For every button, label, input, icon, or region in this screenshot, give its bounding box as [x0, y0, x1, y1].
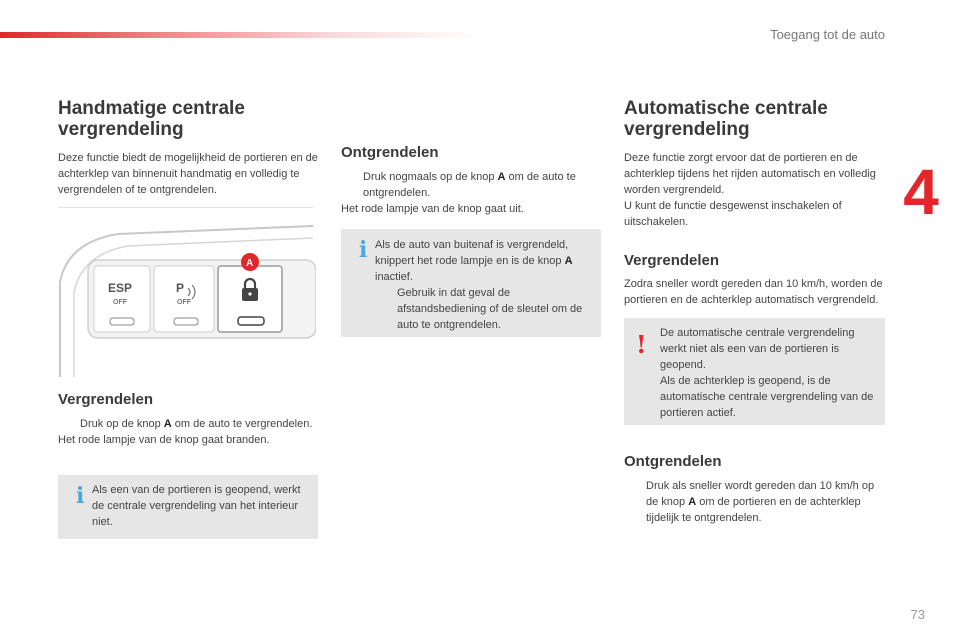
bullet-arrow-icon	[624, 478, 646, 526]
switch-panel-illustration	[58, 222, 316, 377]
left-divider	[58, 207, 313, 208]
auto-lock-warning-text: De automatische centrale vergrendeling werkt niet als een van de portieren is geopend. Als de achterklep is geopend, is de automatische centrale vergrendeling van de portieren actief.	[660, 327, 874, 419]
manual-unlock-section	[341, 144, 603, 217]
manual-unlock-heading: Ontgrendelen	[341, 144, 439, 161]
manual-lock-intro: Deze functie biedt de mogelijkheid de portieren en de achterklep van binnenuit handmatig en volledig te vergrendelen of te ontgrendelen.	[58, 152, 318, 196]
auto-lock-intro: Deze functie zorgt ervoor dat de portieren en de achterklep tijdens het rijden automatisch en volledig worden vergrendeld.	[624, 152, 876, 196]
auto-unlock-bullet: Druk als sneller wordt gereden dan 10 km/h op de knop A om de portieren en de achterklep tijdelijk te ontgrendelen.	[624, 478, 886, 526]
manual-unlock-bullet: Druk nogmaals op de knop A om de auto te ontgrendelen.	[341, 169, 603, 201]
auto-lock-text: Zodra sneller wordt gereden dan 10 km/h, worden de portieren en de achterklep automatisch vergrendeld.	[624, 278, 883, 306]
auto-lock-intro-2: U kunt de functie desgewenst inschakelen of uitschakelen.	[624, 200, 842, 228]
manual-unlock-info-box	[341, 229, 601, 337]
manual-lock-section	[58, 391, 318, 448]
bullet-arrow-icon	[341, 169, 363, 201]
auto-unlock-section	[624, 453, 886, 526]
manual-lock-bullet: Druk op de knop A om de auto te vergrendelen.	[58, 416, 318, 432]
right-column	[624, 98, 886, 308]
manual-lock-info-text: Als een van de portieren is geopend, werkt de centrale vergrendeling van het interieur niet.	[92, 484, 301, 528]
info-icon: i	[359, 237, 368, 263]
esp-off-label: OFF	[113, 299, 127, 306]
section-title: Toegang tot de auto	[770, 27, 885, 42]
bullet-arrow-icon	[375, 285, 397, 333]
manual-unlock-info-bullet: Gebruik in dat geval de afstandsbediening of de sleutel om de auto te ontgrendelen.	[375, 285, 595, 333]
manual-lock-info-box	[58, 475, 318, 539]
auto-lock-title: Automatische centrale vergrendeling	[624, 98, 828, 140]
bullet-arrow-icon	[58, 416, 80, 432]
esp-label: ESP	[108, 281, 133, 295]
park-off-label: OFF	[177, 299, 191, 306]
park-assist-label: P	[176, 281, 185, 295]
manual-unlock-note: Het rode lampje van de knop gaat uit.	[341, 203, 524, 215]
warning-icon: !	[636, 330, 647, 359]
auto-lock-warning-box	[624, 318, 885, 425]
page-number: 73	[910, 607, 925, 622]
header-accent-bar	[0, 32, 480, 38]
manual-unlock-info-text: Als de auto van buitenaf is vergrendeld, knippert het rode lampje en is de knop A inactief. Gebruik in dat geval de afstandsbediening of de sleutel om de auto te ontgrendelen.	[375, 237, 595, 333]
manual-lock-title: Handmatige centrale vergrendeling	[58, 98, 245, 140]
manual-lock-heading: Vergrendelen	[58, 391, 154, 408]
auto-lock-heading: Vergrendelen	[624, 252, 720, 269]
left-column	[58, 98, 318, 198]
info-icon: i	[76, 483, 85, 509]
manual-lock-note: Het rode lampje van de knop gaat branden.	[58, 434, 270, 446]
marker-a-label: A	[246, 258, 254, 269]
lock-indicator-lamp	[238, 317, 264, 325]
chapter-number: 4	[903, 156, 939, 228]
auto-unlock-heading: Ontgrendelen	[624, 453, 722, 470]
